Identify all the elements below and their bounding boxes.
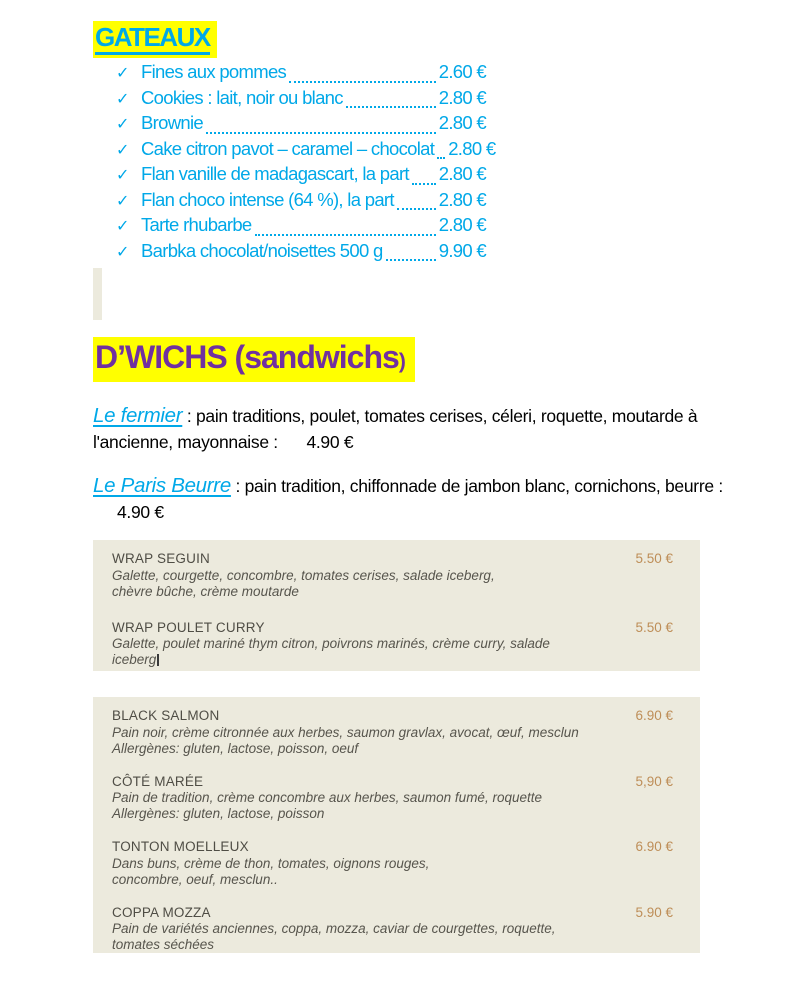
- box-item-desc: Dans buns, crème de thon, tomates, oignons rouges,: [112, 855, 430, 871]
- gateaux-heading: [93, 21, 217, 58]
- box-item-name: CÔTÉ MARÉE: [112, 773, 204, 789]
- box-item-price: 5.50 €: [635, 619, 673, 635]
- box-item-head: [112, 774, 673, 791]
- box-item-price: 5.50 €: [635, 551, 673, 566]
- dotted-leader: [386, 259, 436, 261]
- specials-box: [93, 697, 700, 953]
- box-item-name: WRAP POULET CURRY: [112, 619, 265, 635]
- sandwich-price: 4.90 €: [117, 502, 164, 522]
- menu-item-row: [116, 61, 486, 87]
- box-item-head: [112, 839, 673, 856]
- menu-item-price: 2.60 €: [438, 61, 486, 82]
- box-item-name: TONTON MOELLEUX: [112, 839, 249, 854]
- menu-item-price: 2.80 €: [438, 188, 486, 210]
- menu-item-price: 2.80 €: [438, 214, 486, 235]
- menu-item-price: 2.80 €: [448, 137, 496, 159]
- gateaux-heading-text: GATEAUX: [95, 23, 210, 55]
- sandwich-description: : pain tradition, chiffonnade de jambon blanc, cornichons, beurre :: [235, 476, 723, 496]
- dotted-leader: [437, 157, 445, 159]
- dotted-leader: [412, 183, 436, 185]
- highlight-strip: [93, 268, 102, 320]
- sandwich-name: Le Paris Beurre: [93, 474, 231, 497]
- menu-item-label: Fines aux pommes: [141, 61, 287, 82]
- menu-item-price: 2.80 €: [438, 112, 486, 133]
- dwichs-heading: [93, 337, 415, 382]
- box-menu-item: [112, 620, 673, 669]
- box-menu-item: [112, 551, 673, 600]
- box-item-allergens: Allergènes: gluten, lactose, poisson: [112, 806, 325, 821]
- checkmark-icon: ✓: [116, 65, 130, 82]
- box-menu-item: [112, 905, 673, 954]
- wraps-box: [93, 540, 700, 671]
- box-item-desc: Pain de tradition, crème concombre aux herbes, saumon fumé, roquette: [112, 790, 542, 805]
- sandwich-entry-fermier: [93, 403, 727, 455]
- box-item-desc: Pain noir, crème citronnée aux herbes, saumon gravlax, avocat, œuf, mesclun: [112, 724, 579, 740]
- dotted-leader: [255, 234, 436, 236]
- menu-item-label: Cookies : lait, noir ou blanc: [141, 86, 343, 108]
- menu-item-label: Tarte rhubarbe: [141, 214, 252, 235]
- checkmark-icon: ✓: [116, 90, 130, 108]
- box-item-desc: Galette, poulet mariné thym citron, poivrons marinés, crème curry, salade: [112, 636, 550, 651]
- sandwich-description: : pain traditions, poulet, tomates cerises, céleri, roquette, moutarde à l'ancienne, mayonnaise :: [93, 406, 698, 452]
- box-item-name: COPPA MOZZA: [112, 904, 211, 920]
- box-item-price: 6.90 €: [635, 839, 673, 854]
- sandwich-entry-paris-beurre: [93, 473, 727, 525]
- menu-item-row: [116, 163, 486, 189]
- box-item-desc: [112, 652, 673, 668]
- box-item-head: [112, 708, 673, 725]
- box-item-head: [112, 551, 673, 568]
- box-item-price: 5.90 €: [635, 904, 673, 920]
- box-menu-item: [112, 839, 673, 888]
- sandwich-price: 4.90 €: [306, 432, 354, 452]
- box-item-desc: Pain de variétés anciennes, coppa, mozza, caviar de courgettes, roquette,: [112, 921, 556, 936]
- box-item-head: [112, 620, 673, 637]
- dotted-leader: [397, 208, 436, 210]
- box-item-desc: tomates séchées: [112, 937, 215, 952]
- menu-item-row: [116, 189, 486, 215]
- dotted-leader: [289, 81, 436, 83]
- menu-item-row: [116, 137, 496, 164]
- box-item-name: WRAP SEGUIN: [112, 551, 210, 566]
- menu-item-price: 9.90 €: [438, 239, 486, 261]
- gateaux-list: [116, 61, 496, 265]
- dotted-leader: [346, 106, 436, 108]
- dwichs-heading-text: D’WICHS (sandwichs: [95, 339, 399, 375]
- checkmark-icon: ✓: [116, 192, 130, 210]
- box-item-price: 6.90 €: [635, 708, 673, 723]
- box-menu-item: [112, 708, 673, 757]
- box-item-name: BLACK SALMON: [112, 708, 220, 723]
- menu-item-row: [116, 87, 486, 113]
- menu-item-label: Flan choco intense (64 %), la part: [141, 188, 394, 210]
- dotted-leader: [206, 132, 436, 134]
- sandwich-name: Le fermier: [93, 404, 183, 427]
- menu-item-label: Barbka chocolat/noisettes 500 g: [141, 239, 383, 261]
- checkmark-icon: ✓: [116, 218, 130, 235]
- box-menu-item: [112, 774, 673, 823]
- text-cursor: [157, 654, 159, 666]
- menu-item-label: Flan vanille de madagascart, la part: [141, 163, 409, 184]
- box-item-desc: Galette, courgette, concombre, tomates cerises, salade iceberg,: [112, 567, 495, 583]
- menu-item-price: 2.80 €: [438, 86, 486, 108]
- checkmark-icon: ✓: [116, 141, 130, 159]
- checkmark-icon: ✓: [116, 243, 130, 261]
- menu-item-label: Brownie: [141, 112, 203, 133]
- box-item-desc: chèvre bûche, crème moutarde: [112, 583, 299, 599]
- menu-item-price: 2.80 €: [438, 163, 486, 184]
- dwichs-heading-paren: ): [398, 350, 405, 373]
- box-item-price: 5,90 €: [635, 773, 673, 789]
- menu-item-row: [116, 112, 486, 138]
- menu-item-row: [116, 214, 486, 240]
- box-item-desc: concombre, oeuf, mesclun..: [112, 871, 278, 887]
- box-item-desc-text: iceberg: [112, 652, 157, 667]
- menu-item-label: Cake citron pavot – caramel – chocolat: [141, 137, 435, 159]
- box-item-head: [112, 905, 673, 922]
- checkmark-icon: ✓: [116, 167, 130, 184]
- box-item-allergens: Allergènes: gluten, lactose, poisson, oeuf: [112, 740, 359, 756]
- menu-item-row: [116, 240, 486, 266]
- checkmark-icon: ✓: [116, 116, 130, 133]
